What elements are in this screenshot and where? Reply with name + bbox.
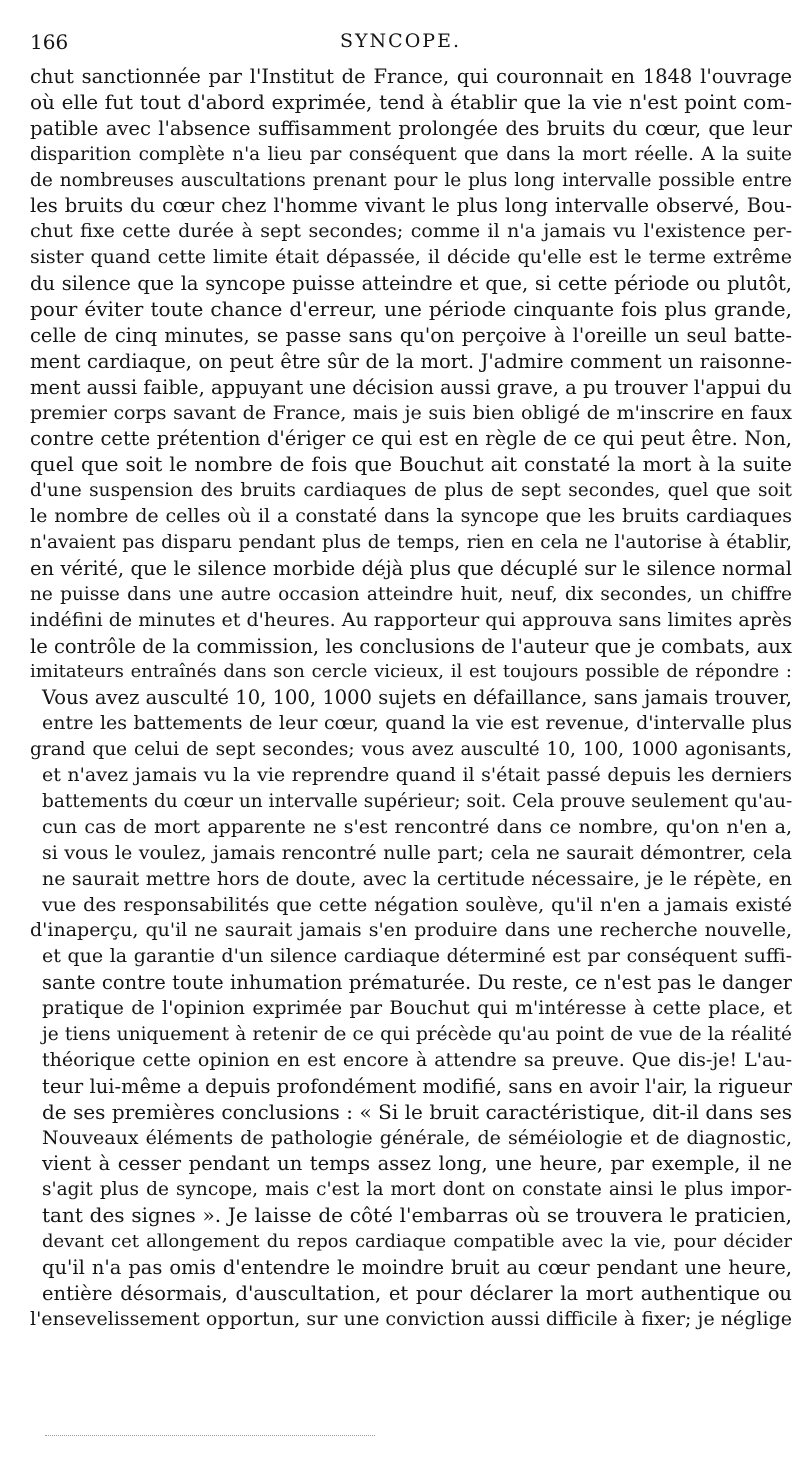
text-line: n'avaient pas disparu pendant plus de temps, rien en cela ne l'autorise à établir, (30, 532, 792, 554)
text-line: pratique de l'opinion exprimée par Bouchut qui m'intéresse à cette place, et (42, 997, 792, 1020)
text-line: teur lui-même a depuis profondément modifié, sans en avoir l'air, la rigueur (42, 1074, 792, 1098)
text-line: où elle fut tout d'abord exprimée, tend à établir que la vie n'est point com- (30, 89, 792, 114)
text-line: devant cet allongement du repos cardiaque compatible avec la vie, pour décider (42, 1231, 792, 1253)
text-line: qu'il n'a pas omis d'entendre le moindre bruit au cœur pendant une heure, (42, 1255, 792, 1279)
text-line: pour éviter toute chance d'erreur, une période cinquante fois plus grande, (30, 297, 792, 322)
text-line: contre cette prétention d'ériger ce qui est en règle de ce qui peut être. Non, (30, 427, 792, 451)
text-line: ne puisse dans une autre occasion atteindre huit, neuf, dix secondes, un chiffre (30, 583, 792, 605)
text-line: Vous avez ausculté 10, 100, 1000 sujets en défaillance, sans jamais trouver, (42, 686, 792, 710)
text-line: je tiens uniquement à retenir de ce qui précède qu'au point de vue de la réalité (42, 1023, 792, 1045)
text-line: tant des signes ». Je laisse de côté l'embarras où se trouvera le praticien, (42, 1203, 792, 1228)
text-line: battements du cœur un intervalle supérieur; soit. Cela prouve seulement qu'au- (42, 790, 792, 812)
text-line: d'inaperçu, qu'il ne saurait jamais s'en produire dans une recherche nouvelle, (30, 919, 792, 942)
text-line: Nouveaux éléments de pathologie générale, de séméiologie et de diagnostic, (42, 1126, 792, 1149)
text-line: chut fixe cette durée à sept secondes; comme il n'a jamais vu l'existence per- (30, 220, 792, 243)
text-line: entière désormais, d'auscultation, et pour déclarer la mort authentique ou (42, 1281, 792, 1305)
text-line: de ses premières conclusions : « Si le bruit caractéristique, dit-il dans ses (42, 1099, 792, 1124)
text-line: chut sanctionnée par l'Institut de France, qui couronnait en 1848 l'ouvrage (30, 65, 792, 88)
text-line: cun cas de mort apparente ne s'est rencontré dans ce nombre, qu'on n'en a, (42, 815, 792, 838)
text-line: celle de cinq minutes, se passe sans qu'on perçoive à l'oreille un seul batte- (30, 323, 792, 347)
text-line: en vérité, que le silence morbide déjà plus que décuplé sur le silence normal (30, 556, 792, 580)
text-line: grand que celui de sept secondes; vous avez ausculté 10, 100, 1000 agonisants, (30, 739, 792, 761)
text-line: ne saurait mettre hors de doute, avec la certitude nécessaire, je le répète, en (42, 867, 792, 890)
text-line: vient à cesser pendant un temps assez long, une heure, par exemple, il ne (42, 1152, 792, 1176)
text-line: vue des responsabilités que cette négation soulève, qu'il n'en a jamais existé (42, 893, 792, 916)
body-text (30, 64, 792, 1333)
text-line: indéfini de minutes et d'heures. Au rapporteur qui approuva sans limites après (30, 608, 792, 631)
page-number: 166 (30, 30, 69, 54)
text-line: quel que soit le nombre de fois que Bouchut ait constaté la mort à la suite (30, 452, 792, 477)
text-line: et que la garantie d'un silence cardiaque déterminé est par conséquent suffi- (42, 945, 792, 968)
running-head: SYNCOPE. (340, 30, 461, 52)
text-line: le contrôle de la commission, les conclusions de l'auteur que je combats, aux (30, 634, 792, 658)
text-line: les bruits du cœur chez l'homme vivant le plus long intervalle observé, Bou- (30, 194, 792, 218)
text-line: du silence que la syncope puisse atteindre et que, si cette période ou plutôt, (30, 272, 792, 296)
page-header (30, 30, 790, 60)
text-line: disparition complète n'a lieu par conséquent que dans la mort réelle. A la suite (30, 143, 792, 165)
text-line: ment aussi faible, appuyant une décision aussi grave, a pu trouver l'appui du (30, 375, 792, 399)
text-line: sante contre toute inhumation prématurée. Du reste, ce n'est pas le danger (42, 971, 792, 995)
text-line: s'agit plus de syncope, mais c'est la mort dont on constate ainsi le plus impor- (42, 1179, 792, 1201)
text-line: sister quand cette limite était dépassée, il décide qu'elle est le terme extrême (30, 246, 792, 269)
text-line: patible avec l'absence suffisamment prolongée des bruits du cœur, que leur (30, 116, 792, 140)
text-line: d'une suspension des bruits cardiaques de plus de sept secondes, quel que soit (30, 480, 792, 502)
text-line: premier corps savant de France, mais je suis bien obligé de m'inscrire en faux (30, 401, 792, 424)
text-line: si vous le voulez, jamais rencontré nulle part; cela ne saurait démontrer, cela (42, 841, 792, 864)
text-line: imitateurs entraînés dans son cercle vicieux, il est toujours possible de répondre : (30, 661, 792, 683)
text-line: de nombreuses auscultations prenant pour le plus long intervalle possible entre (30, 169, 792, 191)
text-line: l'ensevelissement opportun, sur une conviction aussi difficile à fixer; je néglige (30, 1307, 792, 1330)
text-line: et n'avez jamais vu la vie reprendre quand il s'était passé depuis les derniers (42, 764, 792, 787)
text-line: théorique cette opinion en est encore à attendre sa preuve. Que dis-je! L'au- (42, 1048, 792, 1071)
text-line: entre les battements de leur cœur, quand la vie est revenue, d'intervalle plus (42, 712, 792, 735)
text-line: le nombre de celles où il a constaté dans la syncope que les bruits cardiaques (30, 505, 792, 528)
text-line: ment cardiaque, on peut être sûr de la mort. J'admire comment un raisonne- (30, 349, 792, 373)
footer-rule (45, 1435, 375, 1436)
